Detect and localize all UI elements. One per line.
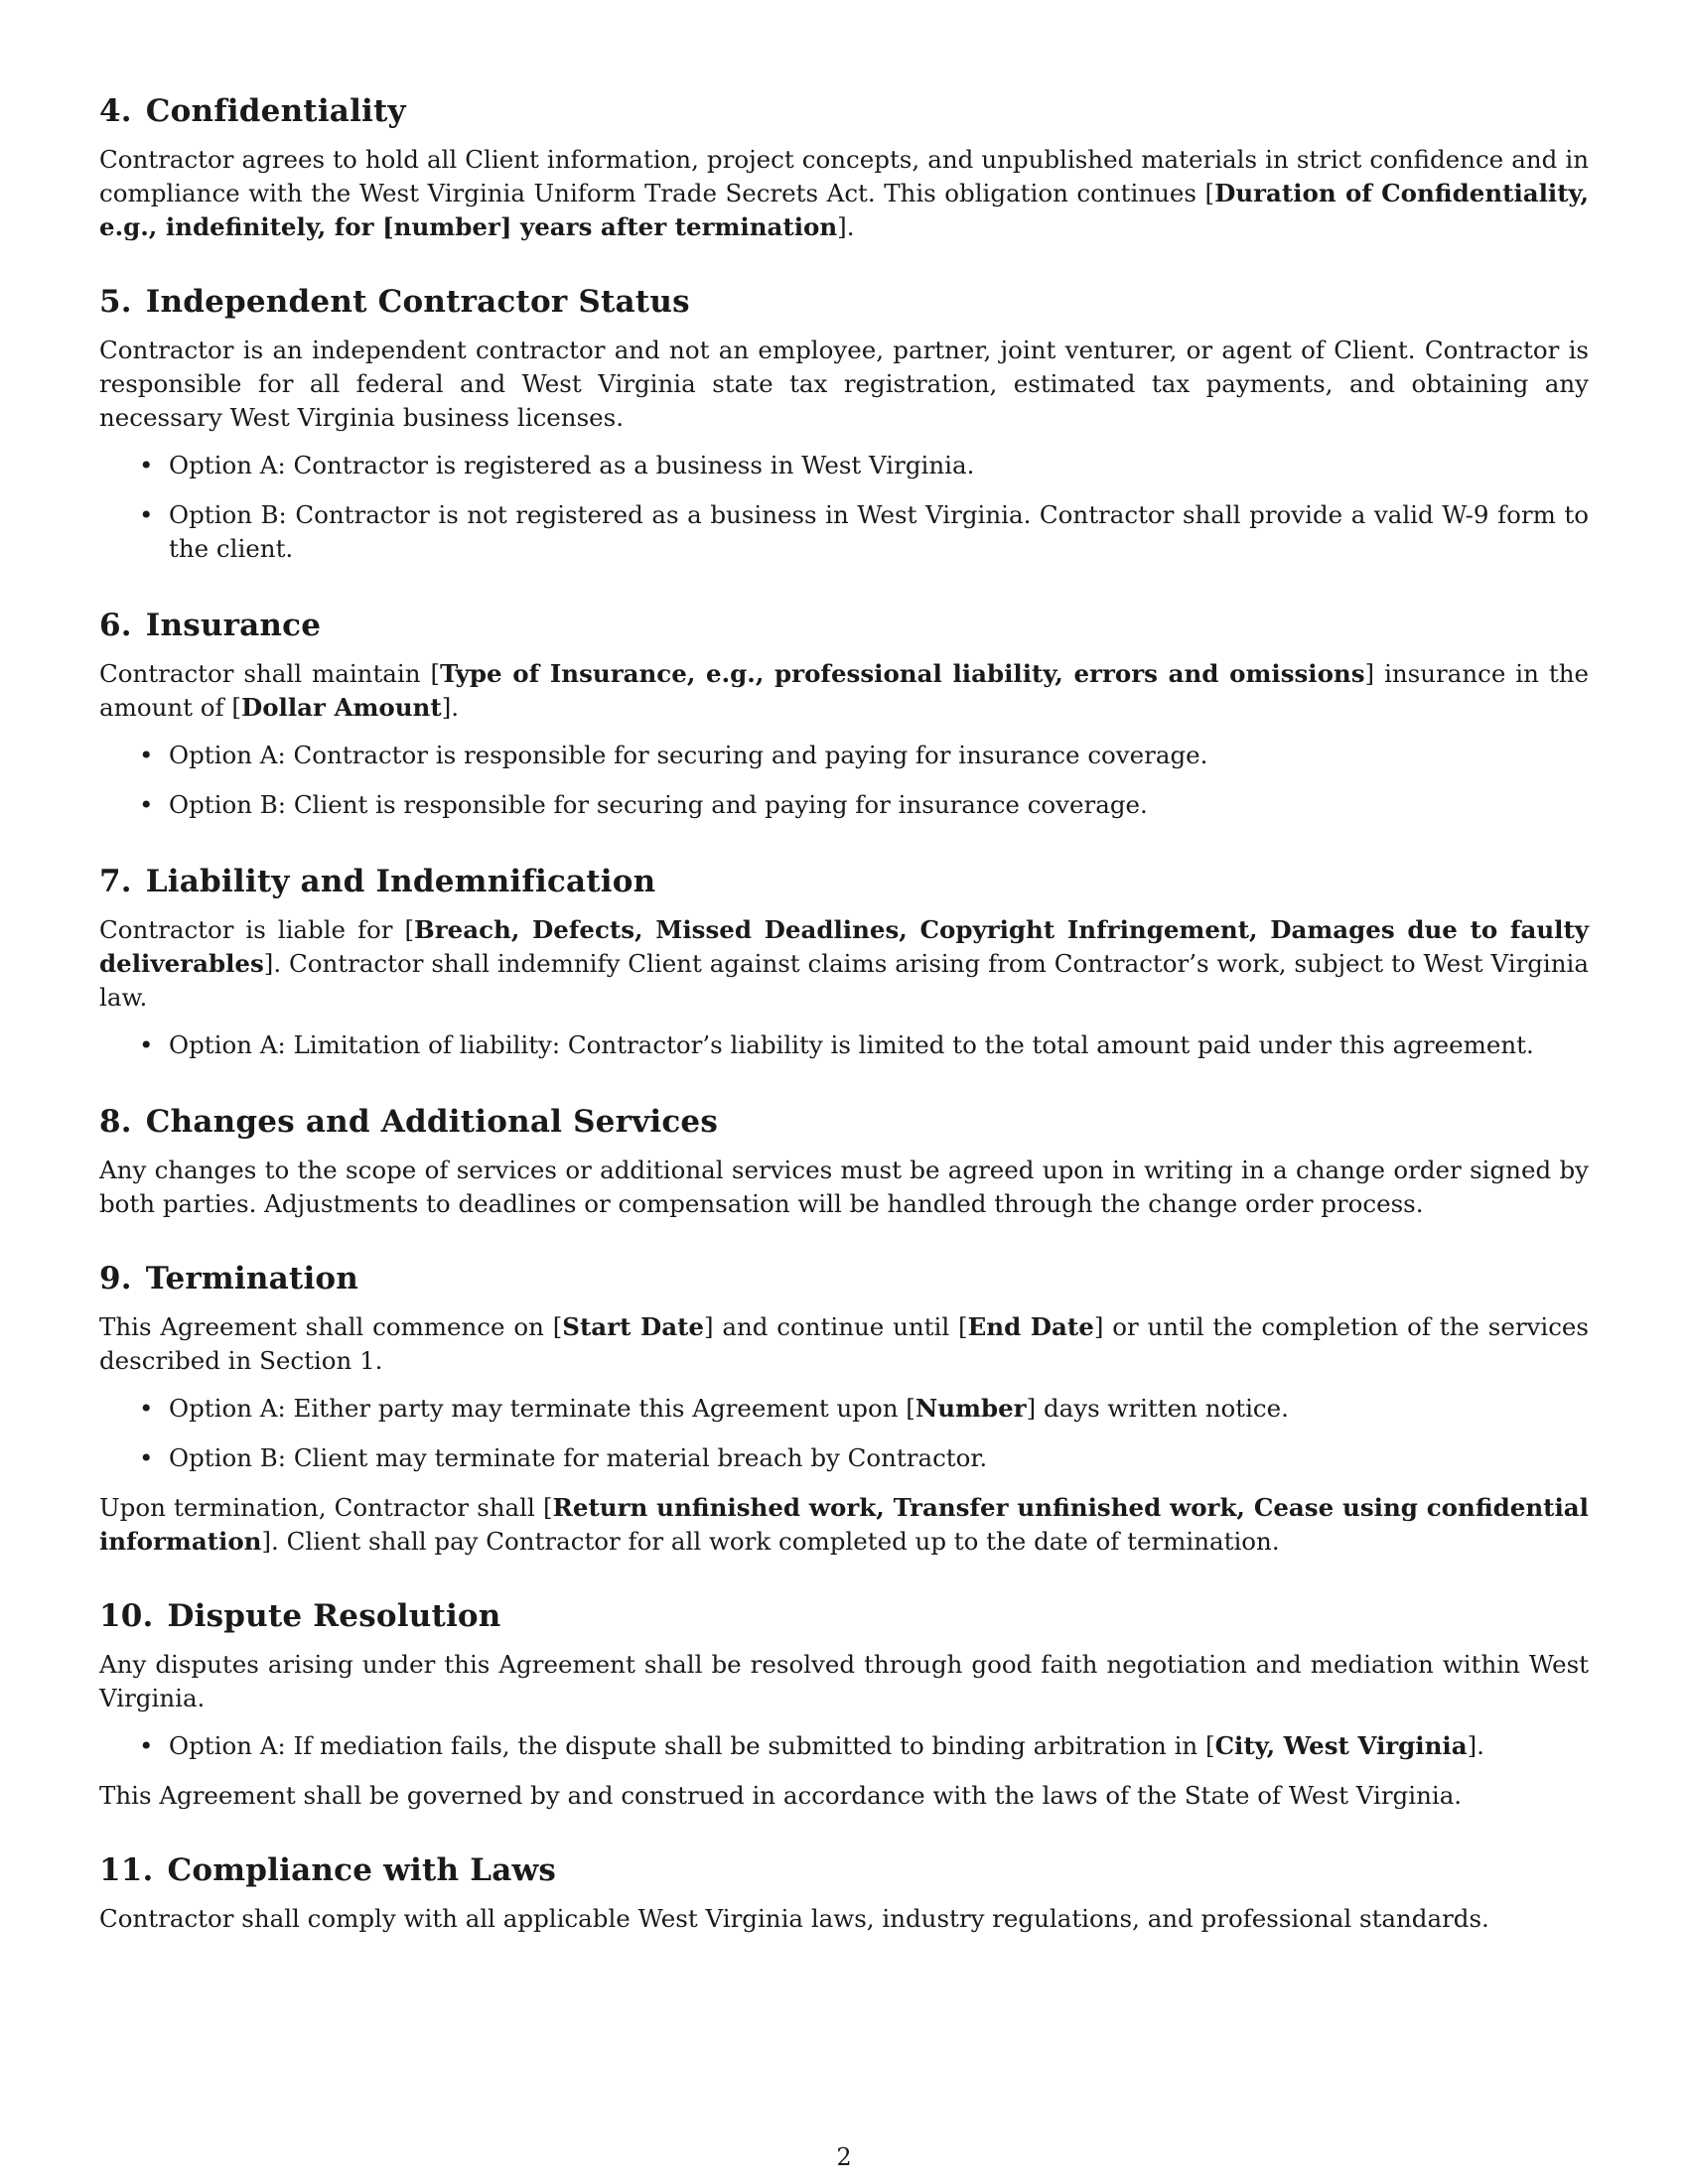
option-item: • Option A: Either party may terminate this Agreement upon [Number] days written notice. — [99, 1392, 1589, 1426]
section-paragraph: Contractor shall comply with all applicable West Virginia laws, industry regulations, and professional standards. — [99, 1904, 1489, 1933]
section-compliance — [99, 1850, 1589, 1936]
section-paragraph: Contractor shall maintain [Type of Insurance, e.g., professional liability, errors and omissions] insurance in the amount of [Dollar Amount]. — [99, 659, 1590, 722]
placeholder-arbitration-city: City, West Virginia — [1214, 1731, 1468, 1760]
section-independent-contractor — [99, 282, 1589, 566]
option-item: • Option A: Limitation of liability: Contractor’s liability is limited to the total amount paid under this agreement. — [99, 1028, 1589, 1062]
page-number: 2 — [836, 2143, 852, 2171]
section-heading: 4. Confidentiality — [99, 93, 406, 129]
option-item: • Option A: Contractor is responsible for securing and paying for insurance coverage. — [99, 739, 1589, 772]
placeholder-dollar-amount: Dollar Amount — [240, 693, 442, 722]
option-item: • Option A: If mediation fails, the dispute shall be submitted to binding arbitration in [City, West Virginia]. — [99, 1729, 1589, 1763]
section-paragraph: Any changes to the scope of services or additional services must be agreed upon in writing in a change order signed by both parties. Adjustments to deadlines or compensation will be handled through the change order process. — [99, 1156, 1589, 1218]
section-paragraph: Contractor agrees to hold all Client information, project concepts, and unpublished materials in strict confidence and in compliance with the West Virginia Uniform Trade Secrets Act. This obligation continues [Duration of Confidentiality, e.g., indefinitely, for [number] years after termination]. — [99, 145, 1589, 241]
placeholder-start-date: Start Date — [562, 1312, 705, 1341]
section-heading: 5. Independent Contractor Status — [99, 284, 690, 320]
section-liability — [99, 862, 1589, 1062]
section-heading: 9. Termination — [99, 1261, 359, 1297]
option-list — [99, 449, 1589, 566]
placeholder-liability: Breach, Defects, Missed Deadlines, Copyright Infringement, Damages due to faulty deliverables — [99, 915, 1589, 978]
option-item: • Option B: Contractor is not registered as a business in West Virginia. Contractor shall provide a valid W-9 form to the client. — [99, 498, 1589, 566]
section-paragraph: Any disputes arising under this Agreement shall be resolved through good faith negotiation and mediation within West Virginia. — [99, 1650, 1589, 1712]
option-list — [99, 1392, 1589, 1475]
option-item: • Option A: Contractor is registered as a business in West Virginia. — [99, 449, 1589, 482]
section-heading: 11. Compliance with Laws — [99, 1852, 557, 1888]
section-heading: 10. Dispute Resolution — [99, 1598, 501, 1634]
placeholder-termination-actions: Return unfinished work, Transfer unfinished work, Cease using confidential information — [99, 1493, 1589, 1556]
section-heading: 6. Insurance — [99, 608, 322, 643]
section-paragraph: This Agreement shall be governed by and construed in accordance with the laws of the State of West Virginia. — [99, 1781, 1463, 1810]
option-item: • Option B: Client is responsible for securing and paying for insurance coverage. — [99, 788, 1589, 822]
placeholder-insurance-type: Type of Insurance, e.g., professional liability, errors and omissions — [440, 659, 1365, 688]
section-paragraph: This Agreement shall commence on [Start Date] and continue until [End Date] or until the completion of the services described in Section 1. — [99, 1312, 1589, 1375]
section-insurance — [99, 606, 1589, 822]
section-confidentiality — [99, 91, 1589, 244]
section-paragraph: Contractor is liable for [Breach, Defects, Missed Deadlines, Copyright Infringement, Damages due to faulty deliverables]. Contractor shall indemnify Client against claims arising from Contractor’s work, subject to West Virginia law. — [99, 915, 1589, 1012]
section-heading: 7. Liability and Indemnification — [99, 864, 656, 899]
document-body — [99, 91, 1589, 1950]
option-item: • Option B: Client may terminate for material breach by Contractor. — [99, 1441, 1589, 1475]
placeholder-notice-days: Number — [914, 1394, 1027, 1423]
section-paragraph: Contractor is an independent contractor and not an employee, partner, joint venturer, or agent of Client. Contractor is responsible for all federal and West Virginia state tax registration, estimated tax payments, and obtaining any necessary West Virginia business licenses. — [99, 336, 1589, 432]
option-list — [99, 1729, 1589, 1763]
placeholder-end-date: End Date — [967, 1312, 1094, 1341]
placeholder-duration: Duration of Confidentiality, e.g., indefinitely, for [number] years after termination — [99, 179, 1589, 241]
section-dispute-resolution — [99, 1596, 1589, 1813]
section-heading: 8. Changes and Additional Services — [99, 1104, 718, 1140]
section-changes — [99, 1102, 1589, 1221]
section-termination — [99, 1259, 1589, 1559]
option-list — [99, 1028, 1589, 1062]
option-list — [99, 739, 1589, 822]
section-paragraph: Upon termination, Contractor shall [Return unfinished work, Transfer unfinished work, Cease using confidential information]. Client shall pay Contractor for all work completed up to the date of termination. — [99, 1493, 1589, 1556]
